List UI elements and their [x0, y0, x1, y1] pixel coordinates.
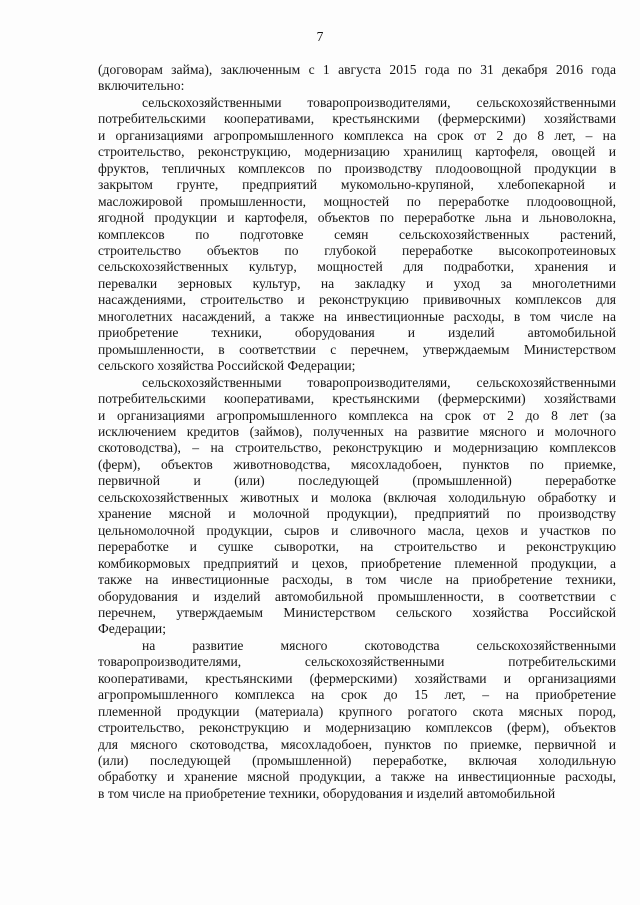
text-line: хранение мясной и молочной продукции), предприятий по производству — [98, 506, 616, 522]
text-line: агропромышленного комплекса на срок до 15 лет, – на приобретение — [98, 687, 616, 703]
text-line: (ферм), объектов животноводства, мясохладобоен, пунктов по приемке, — [98, 456, 616, 472]
text-line: промышленности, в соответствии с перечнем, утверждаемым Министерством — [98, 341, 616, 357]
text-line: (договорам займа), заключенным с 1 августа 2015 года по 31 декабря 2016 года — [98, 62, 616, 77]
text-line: сельскохозяйственных животных и молока (включая холодильную обработку и — [98, 489, 616, 505]
text-line: переработке и сушке сыворотки, на строительство и реконструкцию — [98, 539, 616, 555]
text-line: сельскохозяйственными товаропроизводителями, сельскохозяйственными — [142, 374, 616, 390]
text-line: сельскохозяйственных культур, мощностей для подработки, хранения и — [98, 259, 616, 275]
text-line: комбикормовых предприятий и цехов, приобретение племенной продукции, а — [98, 555, 616, 571]
text-line: приобретение техники, оборудования и изделий автомобильной — [98, 325, 616, 341]
page-number: 7 — [316, 29, 324, 44]
text-line: потребительскими кооперативами, крестьянскими (фермерскими) хозяйствами — [98, 111, 616, 127]
text-line: для мясного скотоводства, мясохладобоен, пунктов по приемке, первичной и — [98, 736, 616, 752]
text-line: строительство объектов по глубокой переработке высокопротеиновых — [98, 242, 616, 258]
text-line: сельскохозяйственными товаропроизводителями, сельскохозяйственными — [142, 94, 616, 110]
text-line: (или) последующей (промышленной) переработке, включая холодильную — [98, 753, 616, 769]
text-line: строительство, реконструкцию, модернизацию хранилищ картофеля, овощей и — [98, 144, 616, 160]
text-line: перевалки зерновых культур, на закладку и уход за многолетними — [98, 275, 616, 291]
text-line: на развитие мясного скотоводства сельскохозяйственными — [142, 637, 616, 653]
text-line: включительно: — [98, 78, 185, 94]
text-line: цельномолочной продукции, сыров и сливочного масла, цехов и участков по — [98, 522, 616, 538]
text-line: потребительскими кооперативами, крестьянскими (фермерскими) хозяйствами — [98, 391, 616, 407]
text-line: исключением кредитов (займов), полученных на развитие мясного и молочного — [98, 423, 616, 439]
paragraph — [98, 95, 616, 375]
paragraph — [98, 638, 616, 803]
paragraph — [98, 62, 616, 95]
text-line: ягодной продукции и картофеля, объектов по переработке льна и льноволокна, — [98, 210, 616, 226]
text-line: оборудования и изделий автомобильной промышленности, в соответствии с — [98, 588, 616, 604]
text-line: закрытом грунте, предприятий мукомольно-крупяной, хлебопекарной и — [98, 177, 616, 193]
text-line: сельского хозяйства Российской Федерации; — [98, 358, 356, 374]
text-line: насаждениями, строительство и реконструкцию прививочных комплексов для — [98, 292, 616, 308]
text-line: также на инвестиционные расходы, в том числе на приобретение техники, — [98, 572, 616, 588]
paragraph — [98, 375, 616, 638]
text-line: Федерации; — [98, 621, 166, 637]
text-line: в том числе на приобретение техники, оборудования и изделий автомобильной — [98, 785, 556, 801]
text-line: кооперативами, крестьянскими (фермерскими) хозяйствами и организациями — [98, 670, 616, 686]
text-line: комплексов по подготовке семян сельскохозяйственных растений, — [98, 226, 616, 242]
text-line: товаропроизводителями, сельскохозяйственными потребительскими — [98, 654, 616, 670]
text-line: и организациями агропромышленного комплекса на срок от 2 до 8 лет (за — [98, 407, 616, 423]
text-line: племенной продукции (материала) крупного рогатого скота мясных пород, — [98, 703, 616, 719]
text-line: перечнем, утверждаемым Министерством сельского хозяйства Российской — [98, 604, 616, 620]
text-line: строительство, реконструкцию и модернизацию комплексов (ферм), объектов — [98, 720, 616, 736]
text-line: фруктов, тепличных комплексов по производству плодоовощной продукции в — [98, 160, 616, 176]
document-body — [98, 62, 616, 802]
text-line: скотоводства), – на строительство, реконструкцию и модернизацию комплексов — [98, 440, 616, 456]
text-line: и организациями агропромышленного комплекса на срок от 2 до 8 лет, – на — [98, 127, 616, 143]
text-line: многолетних насаждений, а также на инвестиционные расходы, в том числе на — [98, 308, 616, 324]
text-line: обработку и хранение мясной продукции, а также на инвестиционные расходы, — [98, 769, 616, 785]
text-line: первичной и (или) последующей (промышленной) переработке — [98, 473, 616, 489]
text-line: масложировой промышленности, мощностей по переработке плодоовощной, — [98, 193, 616, 209]
